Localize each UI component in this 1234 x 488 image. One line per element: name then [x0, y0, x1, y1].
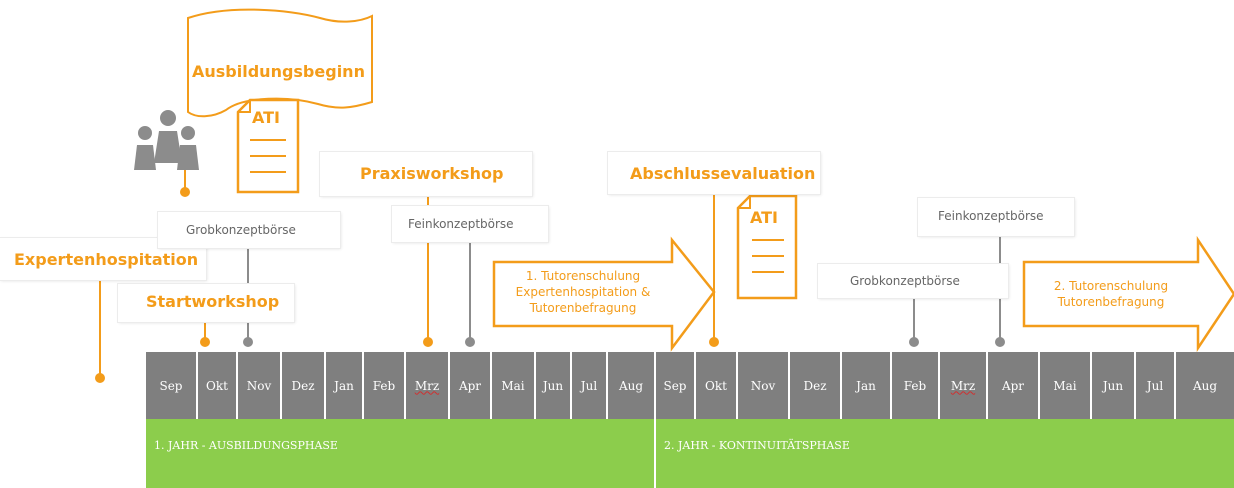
label-grobkonzept-1: Grobkonzeptbörse: [186, 223, 296, 237]
month-cell-aug: [1174, 352, 1234, 419]
ati-label-2: ATI: [750, 208, 779, 227]
arrow-2-line-2: Tutorenbefragung: [1057, 295, 1165, 309]
month-label: Nov: [246, 378, 272, 393]
month-label: Aug: [618, 378, 644, 393]
month-label: Sep: [663, 378, 687, 393]
month-cell-nov: [736, 352, 788, 419]
month-label: Dez: [291, 378, 315, 393]
month-cell-jun: [1090, 352, 1134, 419]
label-ausbildungsbeginn: Ausbildungsbeginn: [192, 62, 365, 81]
month-label: Mai: [1053, 378, 1077, 393]
month-cell-mrz: [938, 352, 986, 419]
month-cell-sep: [654, 352, 694, 419]
month-label: Jul: [580, 378, 598, 393]
month-label: Apr: [458, 378, 482, 393]
month-cell-mai: [490, 352, 534, 419]
month-label: Feb: [903, 378, 927, 393]
label-grobkonzept-2: Grobkonzeptbörse: [850, 274, 960, 288]
arrow-text-1: [496, 268, 670, 316]
arrow-1-line-1: 1. Tutorenschulung: [525, 269, 641, 283]
box-grobkonzept-1: [158, 212, 340, 248]
box-grobkonzept-2: [818, 264, 1008, 298]
label-praxisworkshop: Praxisworkshop: [360, 164, 504, 183]
box-feinkonzept-1: [392, 206, 548, 242]
month-cell-dez: [280, 352, 324, 419]
label-abschlussevaluation: Abschlussevaluation: [630, 164, 816, 183]
month-label: Mai: [501, 378, 525, 393]
phase-year-2: 2. JAHR - KONTINUITÄTSPHASE: [654, 419, 1234, 488]
month-cell-jun: [534, 352, 570, 419]
box-praxisworkshop: [320, 152, 532, 196]
month-cell-apr: [986, 352, 1038, 419]
arrow-1-line-3: Tutorenbefragung: [529, 301, 637, 315]
month-label: Jan: [856, 378, 876, 393]
month-cell-okt: [694, 352, 736, 419]
month-label: Jun: [542, 378, 564, 393]
month-cell-feb: [362, 352, 404, 419]
month-label: Dez: [803, 378, 827, 393]
month-label: Apr: [1001, 378, 1025, 393]
month-cell-jul: [1134, 352, 1174, 419]
box-startworkshop: [118, 284, 294, 322]
arrow-1-line-2: Expertenhospitation &: [515, 285, 651, 299]
ati-label-1: ATI: [252, 108, 281, 127]
month-cell-mai: [1038, 352, 1090, 419]
label-feinkonzept-2: Feinkonzeptbörse: [938, 209, 1044, 223]
month-cell-apr: [448, 352, 490, 419]
month-cell-jan: [840, 352, 890, 419]
month-label: Nov: [750, 378, 776, 393]
month-cell-okt: [196, 352, 236, 419]
month-cell-jan: [324, 352, 362, 419]
month-cell-aug: [606, 352, 654, 419]
month-label: Okt: [705, 378, 727, 393]
month-cell-sep: [144, 352, 196, 419]
month-cell-dez: [788, 352, 840, 419]
month-label: Okt: [206, 378, 228, 393]
month-cell-mrz: [404, 352, 448, 419]
month-label: Mrz: [950, 378, 976, 393]
month-label: Jan: [334, 378, 354, 393]
month-label: Jul: [1146, 378, 1164, 393]
month-label: Sep: [159, 378, 183, 393]
people-icon: [134, 110, 199, 170]
month-cell-jul: [570, 352, 606, 419]
month-label: Feb: [372, 378, 396, 393]
arrow-text-2: [1026, 278, 1196, 310]
label-startworkshop: Startworkshop: [146, 292, 280, 311]
box-feinkonzept-2: [918, 198, 1074, 236]
month-label: Jun: [1102, 378, 1124, 393]
month-label: Aug: [1192, 378, 1218, 393]
label-feinkonzept-1: Feinkonzeptbörse: [408, 217, 514, 231]
phase-year-1: 1. JAHR - AUSBILDUNGSPHASE: [144, 419, 654, 488]
label-expertenhospitation: Expertenhospitation: [14, 250, 199, 269]
box-abschlussevaluation: [608, 152, 820, 194]
month-cell-nov: [236, 352, 280, 419]
arrow-2-line-1: 2. Tutorenschulung: [1053, 279, 1169, 293]
month-label: Mrz: [414, 378, 440, 393]
month-cell-feb: [890, 352, 938, 419]
